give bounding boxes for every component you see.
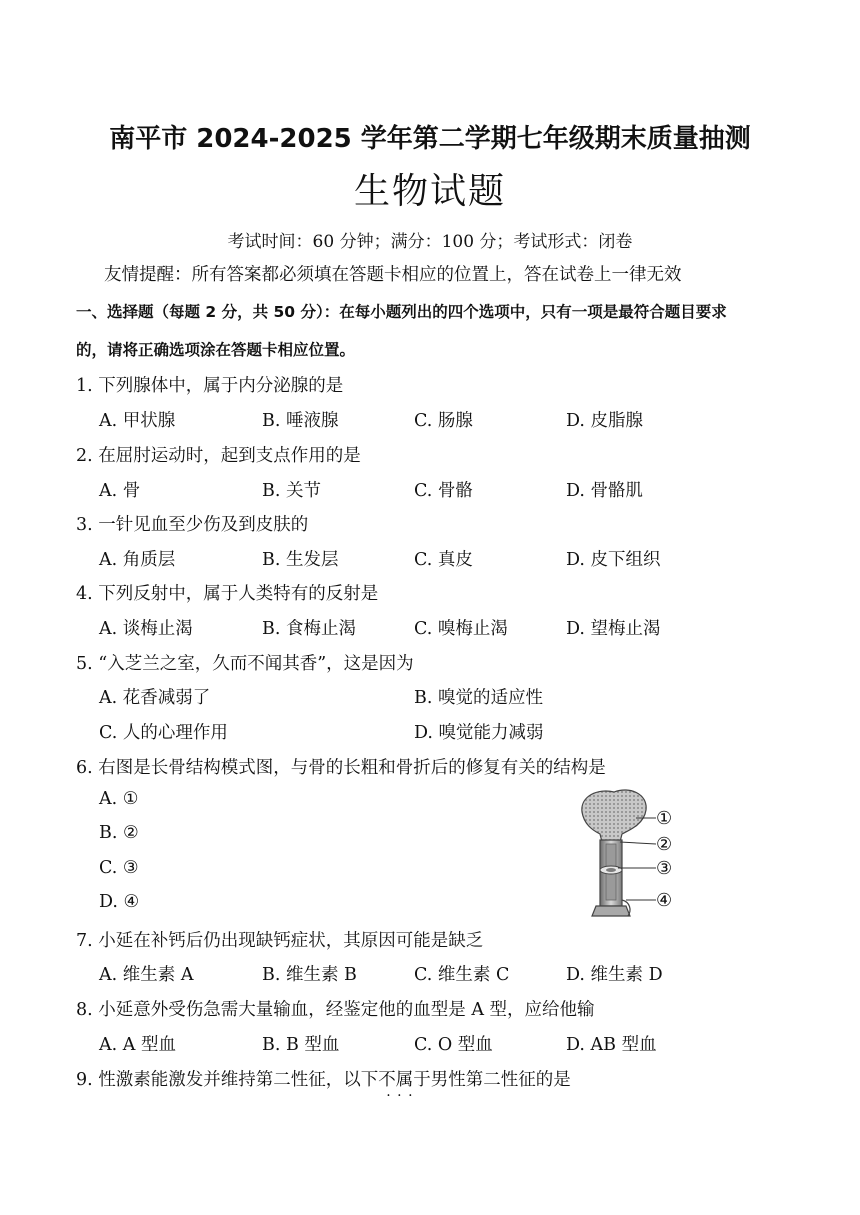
question-7-option-d: D. 维生素 D	[566, 965, 663, 985]
question-1-stem: 1. 下列腺体中，属于内分泌腺的是	[76, 376, 344, 396]
question-2-option-b: B. 关节	[262, 481, 321, 501]
figure-label-3: ③	[656, 858, 673, 879]
question-8-option-a: A. A 型血	[99, 1035, 176, 1055]
question-1-option-a: A. 甲状腺	[99, 411, 176, 431]
section-heading-line1: 一、选择题（每题 2 分，共 50 分）：在每小题列出的四个选项中，只有一项是最符合题目要求	[76, 303, 727, 321]
exam-info: 考试时间：60 分钟；满分：100 分；考试形式：闭卷	[227, 232, 633, 252]
question-5-stem: 5. “入芝兰之室，久而不闻其香”，这是因为	[76, 654, 414, 674]
reminder-text: 友情提醒：所有答案都必须填在答题卡相应的位置上，答在试卷上一律无效	[104, 265, 682, 285]
question-6-stem: 6. 右图是长骨结构模式图，与骨的长粗和骨折后的修复有关的结构是	[76, 758, 606, 778]
question-5-option-b: B. 嗅觉的适应性	[414, 688, 543, 708]
figure-label-2: ②	[656, 834, 673, 855]
question-2-option-d: D. 骨骼肌	[566, 481, 644, 501]
section-heading-line2: 的，请将正确选项涂在答题卡相应位置。	[76, 341, 356, 359]
figure-label-1: ①	[656, 808, 673, 829]
question-5-option-a: A. 花香减弱了	[99, 688, 211, 708]
question-2-option-c: C. 骨骼	[414, 481, 473, 501]
question-3-option-d: D. 皮下组织	[566, 550, 661, 570]
question-1-option-b: B. 唾液腺	[262, 411, 339, 431]
question-3-stem: 3. 一针见血至少伤及到皮肤的	[76, 515, 309, 535]
question-5-option-c: C. 人的心理作用	[99, 723, 228, 743]
question-5-option-d: D. 嗅觉能力减弱	[414, 723, 544, 743]
question-6-option-d: D. ④	[99, 892, 140, 912]
question-9-stem-post: 男性第二性征的是	[430, 1070, 571, 1090]
question-4-option-a: A. 谈梅止渴	[99, 619, 193, 639]
question-3-option-c: C. 真皮	[414, 550, 473, 570]
question-6-option-a: A. ①	[99, 789, 139, 809]
question-9-stem-pre: 9. 性激素能激发并维持第二性征，以下	[76, 1070, 379, 1090]
question-6-option-b: B. ②	[99, 823, 139, 843]
question-3-option-b: B. 生发层	[262, 550, 339, 570]
question-7-stem: 7. 小延在补钙后仍出现缺钙症状，其原因可能是缺乏	[76, 931, 484, 951]
question-7-option-b: B. 维生素 B	[262, 965, 357, 985]
question-6-option-c: C. ③	[99, 858, 139, 878]
question-1-option-d: D. 皮脂腺	[566, 411, 644, 431]
question-2-stem: 2. 在屈肘运动时，起到支点作用的是	[76, 446, 361, 466]
question-7-option-c: C. 维生素 C	[414, 965, 510, 985]
question-8-stem: 8. 小延意外受伤急需大量输血，经鉴定他的血型是 A 型，应给他输	[76, 1000, 595, 1020]
question-1-option-c: C. 肠腺	[414, 411, 473, 431]
question-9-stem	[76, 1066, 571, 1091]
question-2-option-a: A. 骨	[99, 481, 141, 501]
figure-label-4: ④	[656, 890, 673, 911]
question-8-option-b: B. B 型血	[262, 1035, 340, 1055]
question-9-emphasis: 不属于 · · ·	[378, 1070, 431, 1090]
question-8-option-c: C. O 型血	[414, 1035, 493, 1055]
exam-subtitle: 生物试题	[353, 171, 506, 212]
question-4-option-c: C. 嗅梅止渴	[414, 619, 508, 639]
question-4-option-d: D. 望梅止渴	[566, 619, 661, 639]
question-7-option-a: A. 维生素 A	[99, 965, 194, 985]
question-4-option-b: B. 食梅止渴	[262, 619, 356, 639]
question-3-option-a: A. 角质层	[99, 550, 176, 570]
question-4-stem: 4. 下列反射中，属于人类特有的反射是	[76, 584, 379, 604]
exam-title: 南平市 2024-2025 学年第二学期七年级期末质量抽测	[109, 124, 751, 154]
long-bone-diagram	[572, 782, 712, 927]
question-8-option-d: D. AB 型血	[566, 1035, 657, 1055]
